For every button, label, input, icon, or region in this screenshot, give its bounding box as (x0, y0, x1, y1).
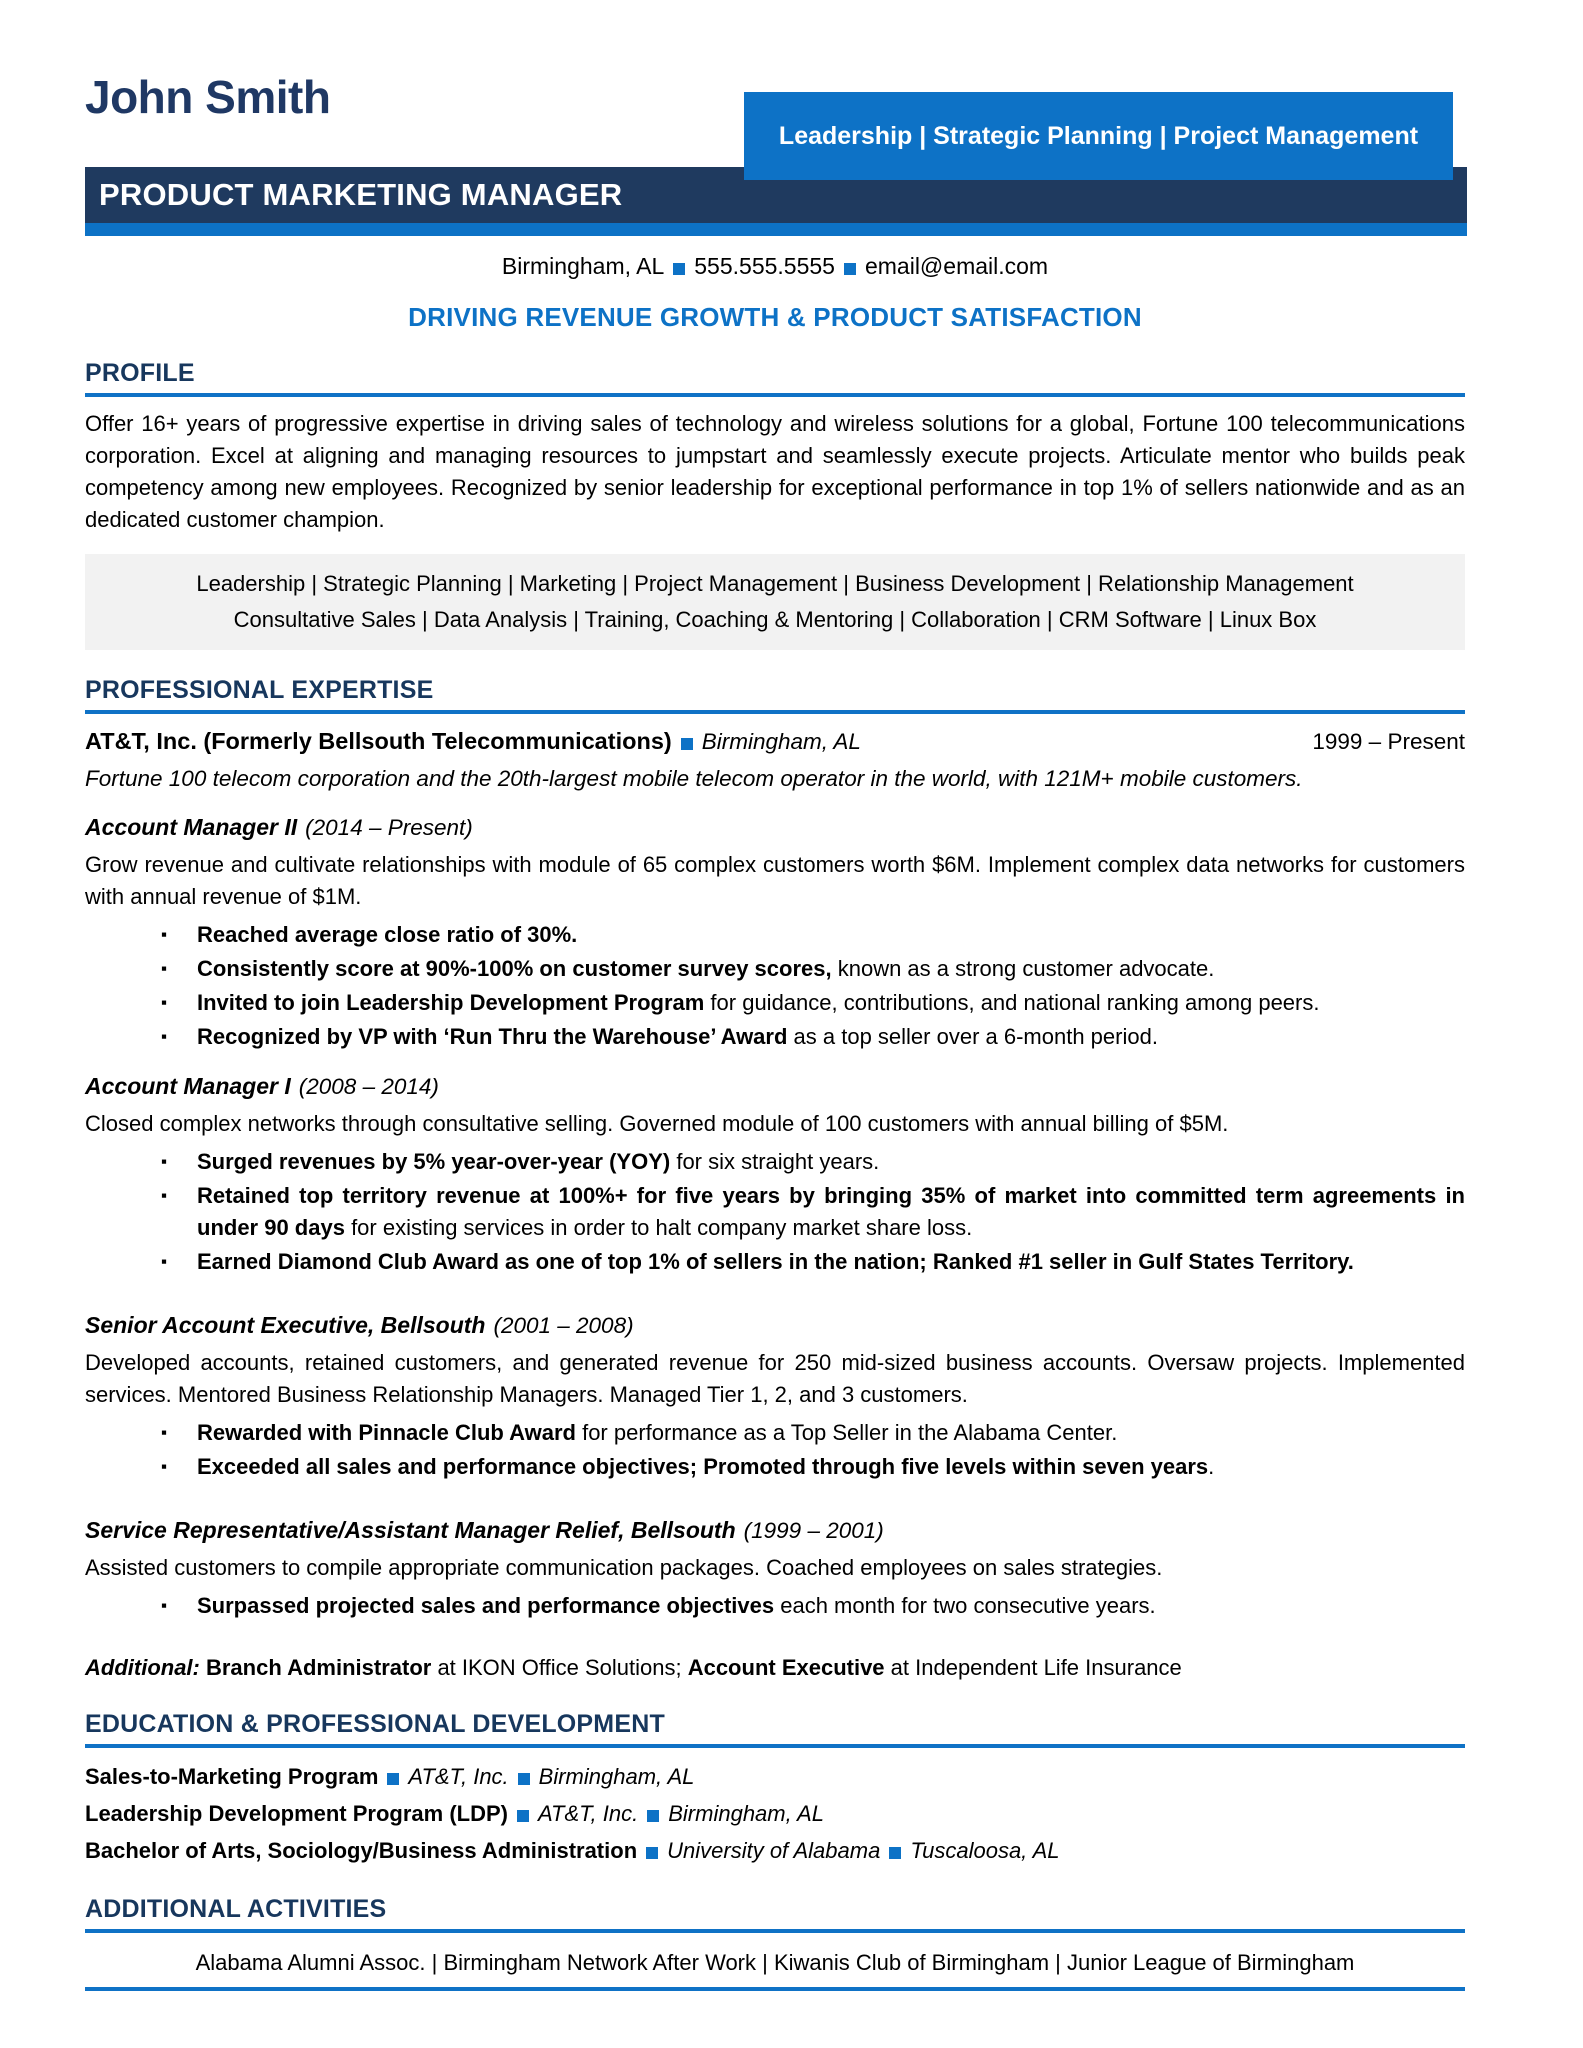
bullet-item (85, 1021, 1465, 1053)
bullet-item (85, 953, 1465, 985)
bullet-icon: ▪ (161, 1252, 168, 1271)
bullet-rest: for performance as a Top Seller in the Alabama Center. (575, 1420, 1118, 1445)
skills-badge-text: Leadership | Strategic Planning | Project Management (778, 121, 1419, 150)
bullet-item (85, 1451, 1465, 1483)
additional-label: Additional: (85, 1655, 200, 1680)
role-account-manager-i (85, 1073, 1465, 1278)
role-title: Account Manager II (85, 814, 298, 840)
role-dates: (1999 – 2001) (743, 1518, 884, 1543)
contact-line (85, 252, 1465, 280)
activities-heading: ADDITIONAL ACTIVITIES (85, 1895, 387, 1923)
section-rule (85, 393, 1465, 397)
bullet-rest: for guidance, contributions, and national ranking among peers. (704, 990, 1320, 1015)
role-account-manager-ii (85, 814, 1465, 1053)
skills-line-1: Leadership | Strategic Planning | Marketing | Project Management | Business Development | Relationship Management (196, 571, 1354, 596)
role-title: Service Representative/Assistant Manager Relief, Bellsouth (85, 1517, 736, 1543)
square-separator-icon (518, 1773, 530, 1785)
role-dates: (2014 – Present) (305, 815, 473, 840)
education-location: Birmingham, AL (668, 1801, 824, 1826)
activities-line: Alabama Alumni Assoc. | Birmingham Network After Work | Kiwanis Club of Birmingham | Junior League of Birmingham (195, 1950, 1355, 1975)
role-title: Senior Account Executive, Bellsouth (85, 1312, 486, 1338)
role-title-line (85, 814, 1465, 841)
company-left (85, 728, 861, 755)
bullet-bold: Exceeded all sales and performance objectives; Promoted through five levels within seven years (197, 1454, 1209, 1479)
education-org: University of Alabama (667, 1838, 881, 1863)
experience-heading: PROFESSIONAL EXPERTISE (85, 676, 434, 704)
role-dates: (2008 – 2014) (298, 1074, 439, 1099)
section-rule (85, 1929, 1465, 1933)
company-name: AT&T, Inc. (Formerly Bellsouth Telecommunications) (85, 728, 672, 754)
profile-heading: PROFILE (85, 359, 195, 387)
education-program: Sales-to-Marketing Program (85, 1764, 379, 1789)
role-title-line (85, 1312, 1465, 1339)
additional-role-2: Account Executive (687, 1655, 885, 1680)
section-rule (85, 1744, 1465, 1748)
bullet-bold: Reached average close ratio of 30%. (197, 922, 578, 947)
contact-email: email@email.com (864, 253, 1049, 279)
role-title: Account Manager I (85, 1073, 291, 1099)
square-separator-icon (387, 1773, 399, 1785)
square-separator-icon (681, 738, 693, 750)
bullet-icon: ▪ (161, 1596, 168, 1615)
skills-badge (744, 92, 1453, 180)
bullet-item (85, 1417, 1465, 1449)
bullet-item (85, 1180, 1465, 1244)
square-separator-icon (646, 1847, 658, 1859)
bullet-icon: ▪ (161, 1457, 168, 1476)
education-heading: EDUCATION & PROFESSIONAL DEVELOPMENT (85, 1710, 665, 1738)
role-dates: (2001 – 2008) (493, 1313, 634, 1338)
tagline: DRIVING REVENUE GROWTH & PRODUCT SATISFACTION (408, 302, 1142, 332)
bottom-rule (85, 1987, 1465, 1991)
contact-location: Birmingham, AL (501, 253, 665, 279)
bullet-rest: for six straight years. (670, 1149, 880, 1174)
additional-experience-line (85, 1652, 1465, 1684)
education-program: Bachelor of Arts, Sociology/Business Administration (85, 1838, 638, 1863)
bullet-icon: ▪ (161, 1152, 168, 1171)
bullet-rest: as a top seller over a 6-month period. (787, 1024, 1158, 1049)
bullet-item (85, 1246, 1465, 1278)
role-title-line (85, 1073, 1465, 1100)
role-intro: Developed accounts, retained customers, and generated revenue for 250 mid-sized business accounts. Oversaw projects. Implemented services. Mentored Business Relationship Managers. Managed Tier 1, 2, and 3 customers. (85, 1350, 1465, 1407)
education-item (85, 1795, 1465, 1832)
education-item (85, 1832, 1465, 1869)
resume-content (85, 0, 1465, 1991)
bullet-list (85, 1590, 1465, 1622)
square-separator-icon (889, 1847, 901, 1859)
square-separator-icon (517, 1810, 529, 1822)
section-rule (85, 710, 1465, 714)
company-location: Birmingham, AL (701, 729, 861, 754)
education-org: AT&T, Inc. (408, 1764, 509, 1789)
role-intro: Assisted customers to compile appropriate communication packages. Coached employees on sales strategies. (85, 1555, 1163, 1580)
bullet-rest: each month for two consecutive years. (774, 1593, 1156, 1618)
bullet-icon: ▪ (161, 1423, 168, 1442)
education-program: Leadership Development Program (LDP) (85, 1801, 508, 1826)
square-separator-icon (673, 263, 685, 275)
bullet-icon: ▪ (161, 993, 168, 1012)
additional-role-1: Branch Administrator (199, 1655, 432, 1680)
company-dates: 1999 – Present (1312, 729, 1465, 754)
bullet-bold: Consistently score at 90%-100% on customer survey scores, (197, 956, 832, 981)
bullet-list (85, 1417, 1465, 1483)
job-title-text: PRODUCT MARKETING MANAGER (99, 177, 623, 212)
bullet-list (85, 919, 1465, 1053)
bullet-bold: Surpassed projected sales and performance objectives (197, 1593, 775, 1618)
candidate-name: John Smith (85, 71, 331, 123)
skills-box (85, 554, 1465, 650)
role-title-line (85, 1517, 1465, 1544)
skills-line-2: Consultative Sales | Data Analysis | Training, Coaching & Mentoring | Collaboration | CRM Software | Linux Box (233, 607, 1317, 632)
bullet-icon: ▪ (161, 959, 168, 978)
company-line (85, 728, 1465, 755)
bullet-icon: ▪ (161, 1027, 168, 1046)
education-location: Tuscaloosa, AL (910, 1838, 1060, 1863)
role-senior-account-executive (85, 1312, 1465, 1483)
bullet-item (85, 1146, 1465, 1178)
bullet-bold: Earned Diamond Club Award as one of top 1% of sellers in the nation; Ranked #1 seller in Gulf States Territory. (197, 1249, 1354, 1274)
education-list (85, 1758, 1465, 1869)
bullet-rest: for existing services in order to halt company market share loss. (344, 1215, 973, 1240)
role-intro: Closed complex networks through consultative selling. Governed module of 100 customers with annual billing of $5M. (85, 1111, 1229, 1136)
bullet-bold: Surged revenues by 5% year-over-year (YOY) (197, 1149, 671, 1174)
bullet-item (85, 1590, 1465, 1622)
company-blurb: Fortune 100 telecom corporation and the 20th-largest mobile telecom operator in the world, with 121M+ mobile customers. (85, 766, 1303, 791)
profile-summary: Offer 16+ years of progressive expertise in driving sales of technology and wireless solutions for a global, Fortune 100 telecommunications corporation. Excel at aligning and managing resources to jumpstart and seamlessly execute projects. Articulate mentor who builds peak competency among new employees. Recognized by senior leadership for exceptional performance in top 1% of sellers nationwide and as an dedicated customer champion. (85, 411, 1465, 532)
education-item (85, 1758, 1465, 1795)
additional-text-1: at IKON Office Solutions; (431, 1655, 688, 1680)
bullet-icon: ▪ (161, 925, 168, 944)
bullet-item (85, 987, 1465, 1019)
square-separator-icon (647, 1810, 659, 1822)
contact-phone: 555.555.5555 (694, 253, 835, 279)
bullet-bold: Retained top territory revenue at 100%+ for five years by bringing 35% of market into committed term agreements in under 90 days (197, 1183, 1465, 1240)
bullet-rest: . (1208, 1454, 1215, 1479)
bullet-bold: Recognized by VP with ‘Run Thru the Warehouse’ Award (197, 1024, 788, 1049)
bullet-list (85, 1146, 1465, 1278)
bullet-bold: Rewarded with Pinnacle Club Award (197, 1420, 576, 1445)
bullet-icon: ▪ (161, 1186, 168, 1205)
education-location: Birmingham, AL (538, 1764, 695, 1789)
bullet-bold: Invited to join Leadership Development Program (197, 990, 705, 1015)
education-org: AT&T, Inc. (537, 1801, 639, 1826)
role-service-representative (85, 1517, 1465, 1622)
bullet-rest: known as a strong customer advocate. (831, 956, 1215, 981)
bullet-item (85, 919, 1465, 951)
role-intro: Grow revenue and cultivate relationships with module of 65 complex customers worth $6M. Implement complex data networks for customers with annual revenue of $1M. (85, 852, 1465, 909)
square-separator-icon (844, 263, 856, 275)
additional-text-2: at Independent Life Insurance (884, 1655, 1182, 1680)
